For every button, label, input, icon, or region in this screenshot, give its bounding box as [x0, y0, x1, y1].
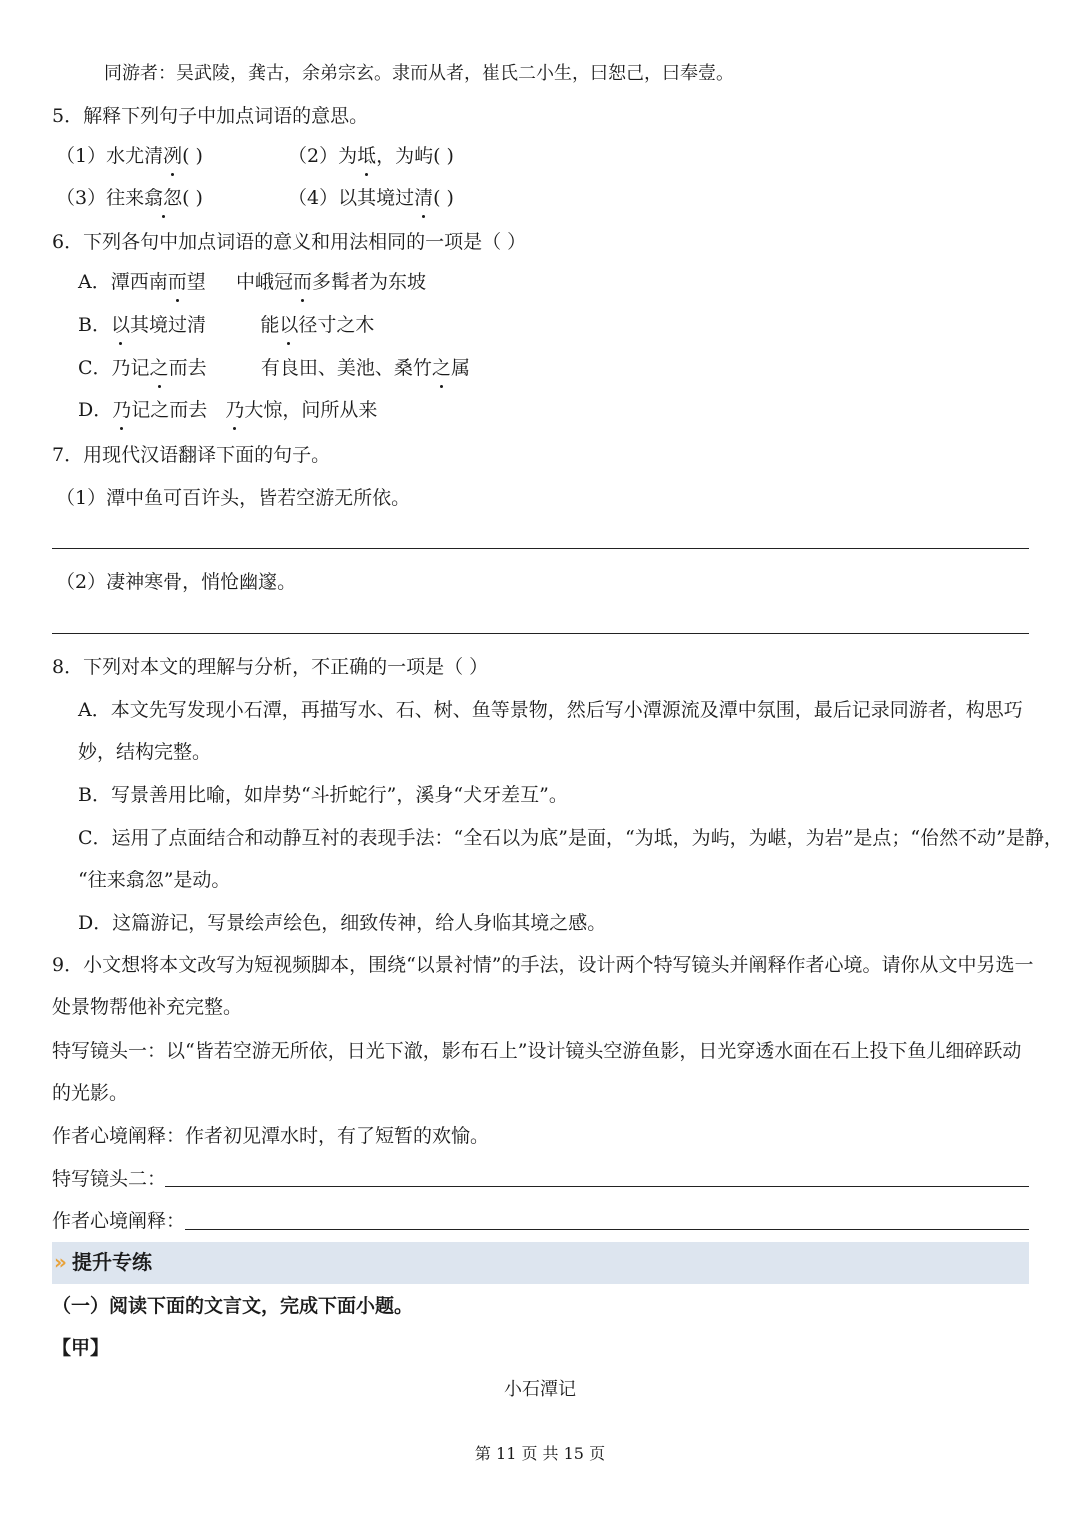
passage-tag: 【甲】	[52, 1337, 110, 1359]
answer-line-1[interactable]	[52, 548, 1029, 549]
q6-option-d: D．乃记之而去 乃大惊，问所从来	[78, 396, 377, 424]
answer-line-2[interactable]	[52, 633, 1029, 634]
q8-option-b: B．写景善用比喻，如岸势“斗折蛇行”，溪身“犬牙差互”。	[78, 784, 568, 806]
q8-option-d: D．这篇游记，写景绘声绘色，细致传神，给人身临其境之感。	[78, 912, 607, 934]
q6-option-a: A．潭西南而望 中峨冠而多髯者为东坡	[78, 268, 426, 296]
question-6-stem: 6．下列各句中加点词语的意义和用法相同的一项是（ ）	[52, 231, 527, 253]
q7-sentence-1: （1）潭中鱼可百许头，皆若空游无所依。	[56, 487, 411, 509]
intro-line: 同游者：吴武陵，龚古，余弟宗玄。隶而从者，崔氏二小生，曰恕己，曰奉壹。	[104, 63, 734, 84]
question-9-stem-line1: 9．小文想将本文改写为短视频脚本，围绕“以景衬情”的手法，设计两个特写镜头并阐释作者心境。请你从文中另选一	[52, 954, 1034, 976]
q8-option-c-line2: “往来翕忽”是动。	[78, 869, 231, 891]
shot-1-line1: 特写镜头一：以“皆若空游无所依，日光下澈，影布石上”设计镜头空游鱼影，日光穿透水面在石上投下鱼儿细碎跃动	[52, 1040, 1022, 1062]
part-heading: （一）阅读下面的文言文，完成下面小题。	[52, 1295, 414, 1317]
question-9-stem-line2: 处景物帮他补充完整。	[52, 996, 243, 1018]
q5-item-2: （2）为坻，为屿( )	[288, 142, 454, 170]
mood-2-answer-line[interactable]	[185, 1229, 1029, 1230]
dotted-word: 清	[414, 184, 433, 212]
section-title: 提升专练	[72, 1250, 152, 1274]
dotted-word: 翕忽	[144, 184, 182, 212]
q8-option-c-line1: C．运用了点面结合和动静互衬的表现手法：“全石以为底”是面，“为坻，为屿，为嵁，为岩”是点；“佁然不动”是静，	[78, 827, 1063, 849]
shot-2-answer-line[interactable]	[165, 1186, 1029, 1187]
q5-item-1: （1）水尤清冽( )	[56, 142, 203, 170]
q6-option-b: B．以其境过清 能以径寸之木	[78, 311, 374, 339]
q5-item-4: （4）以其境过清( )	[288, 184, 454, 212]
question-7-stem: 7．用现代汉语翻译下面的句子。	[52, 444, 331, 466]
q8-option-a-line1: A．本文先写发现小石潭，再描写水、石、树、鱼等景物，然后写小潭源流及潭中氛围，最后记录同游者，构思巧	[78, 699, 1023, 721]
question-5-stem: 5．解释下列句子中加点词语的意思。	[52, 105, 369, 127]
q6-option-c: C．乃记之而去 有良田、美池、桑竹之属	[78, 354, 470, 382]
shot-1-line2: 的光影。	[52, 1082, 129, 1104]
double-chevron-icon: »	[54, 1250, 61, 1274]
q5-item-3: （3）往来翕忽( )	[56, 184, 203, 212]
page-footer: 第 11 页 共 15 页	[474, 1444, 606, 1463]
q8-option-a-line2: 妙，结构完整。	[78, 741, 212, 763]
section-header-bar	[52, 1242, 1029, 1284]
passage-title: 小石潭记	[504, 1379, 576, 1400]
question-8-stem: 8．下列对本文的理解与分析，不正确的一项是（ ）	[52, 656, 489, 678]
mood-2-label: 作者心境阐释：	[52, 1210, 186, 1232]
dotted-word: 坻	[357, 142, 376, 170]
shot-2-label: 特写镜头二：	[52, 1168, 167, 1190]
mood-1: 作者心境阐释：作者初见潭水时，有了短暂的欢愉。	[52, 1125, 490, 1147]
q7-sentence-2: （2）凄神寒骨，悄怆幽邃。	[56, 571, 297, 593]
dotted-word: 冽	[163, 142, 182, 170]
